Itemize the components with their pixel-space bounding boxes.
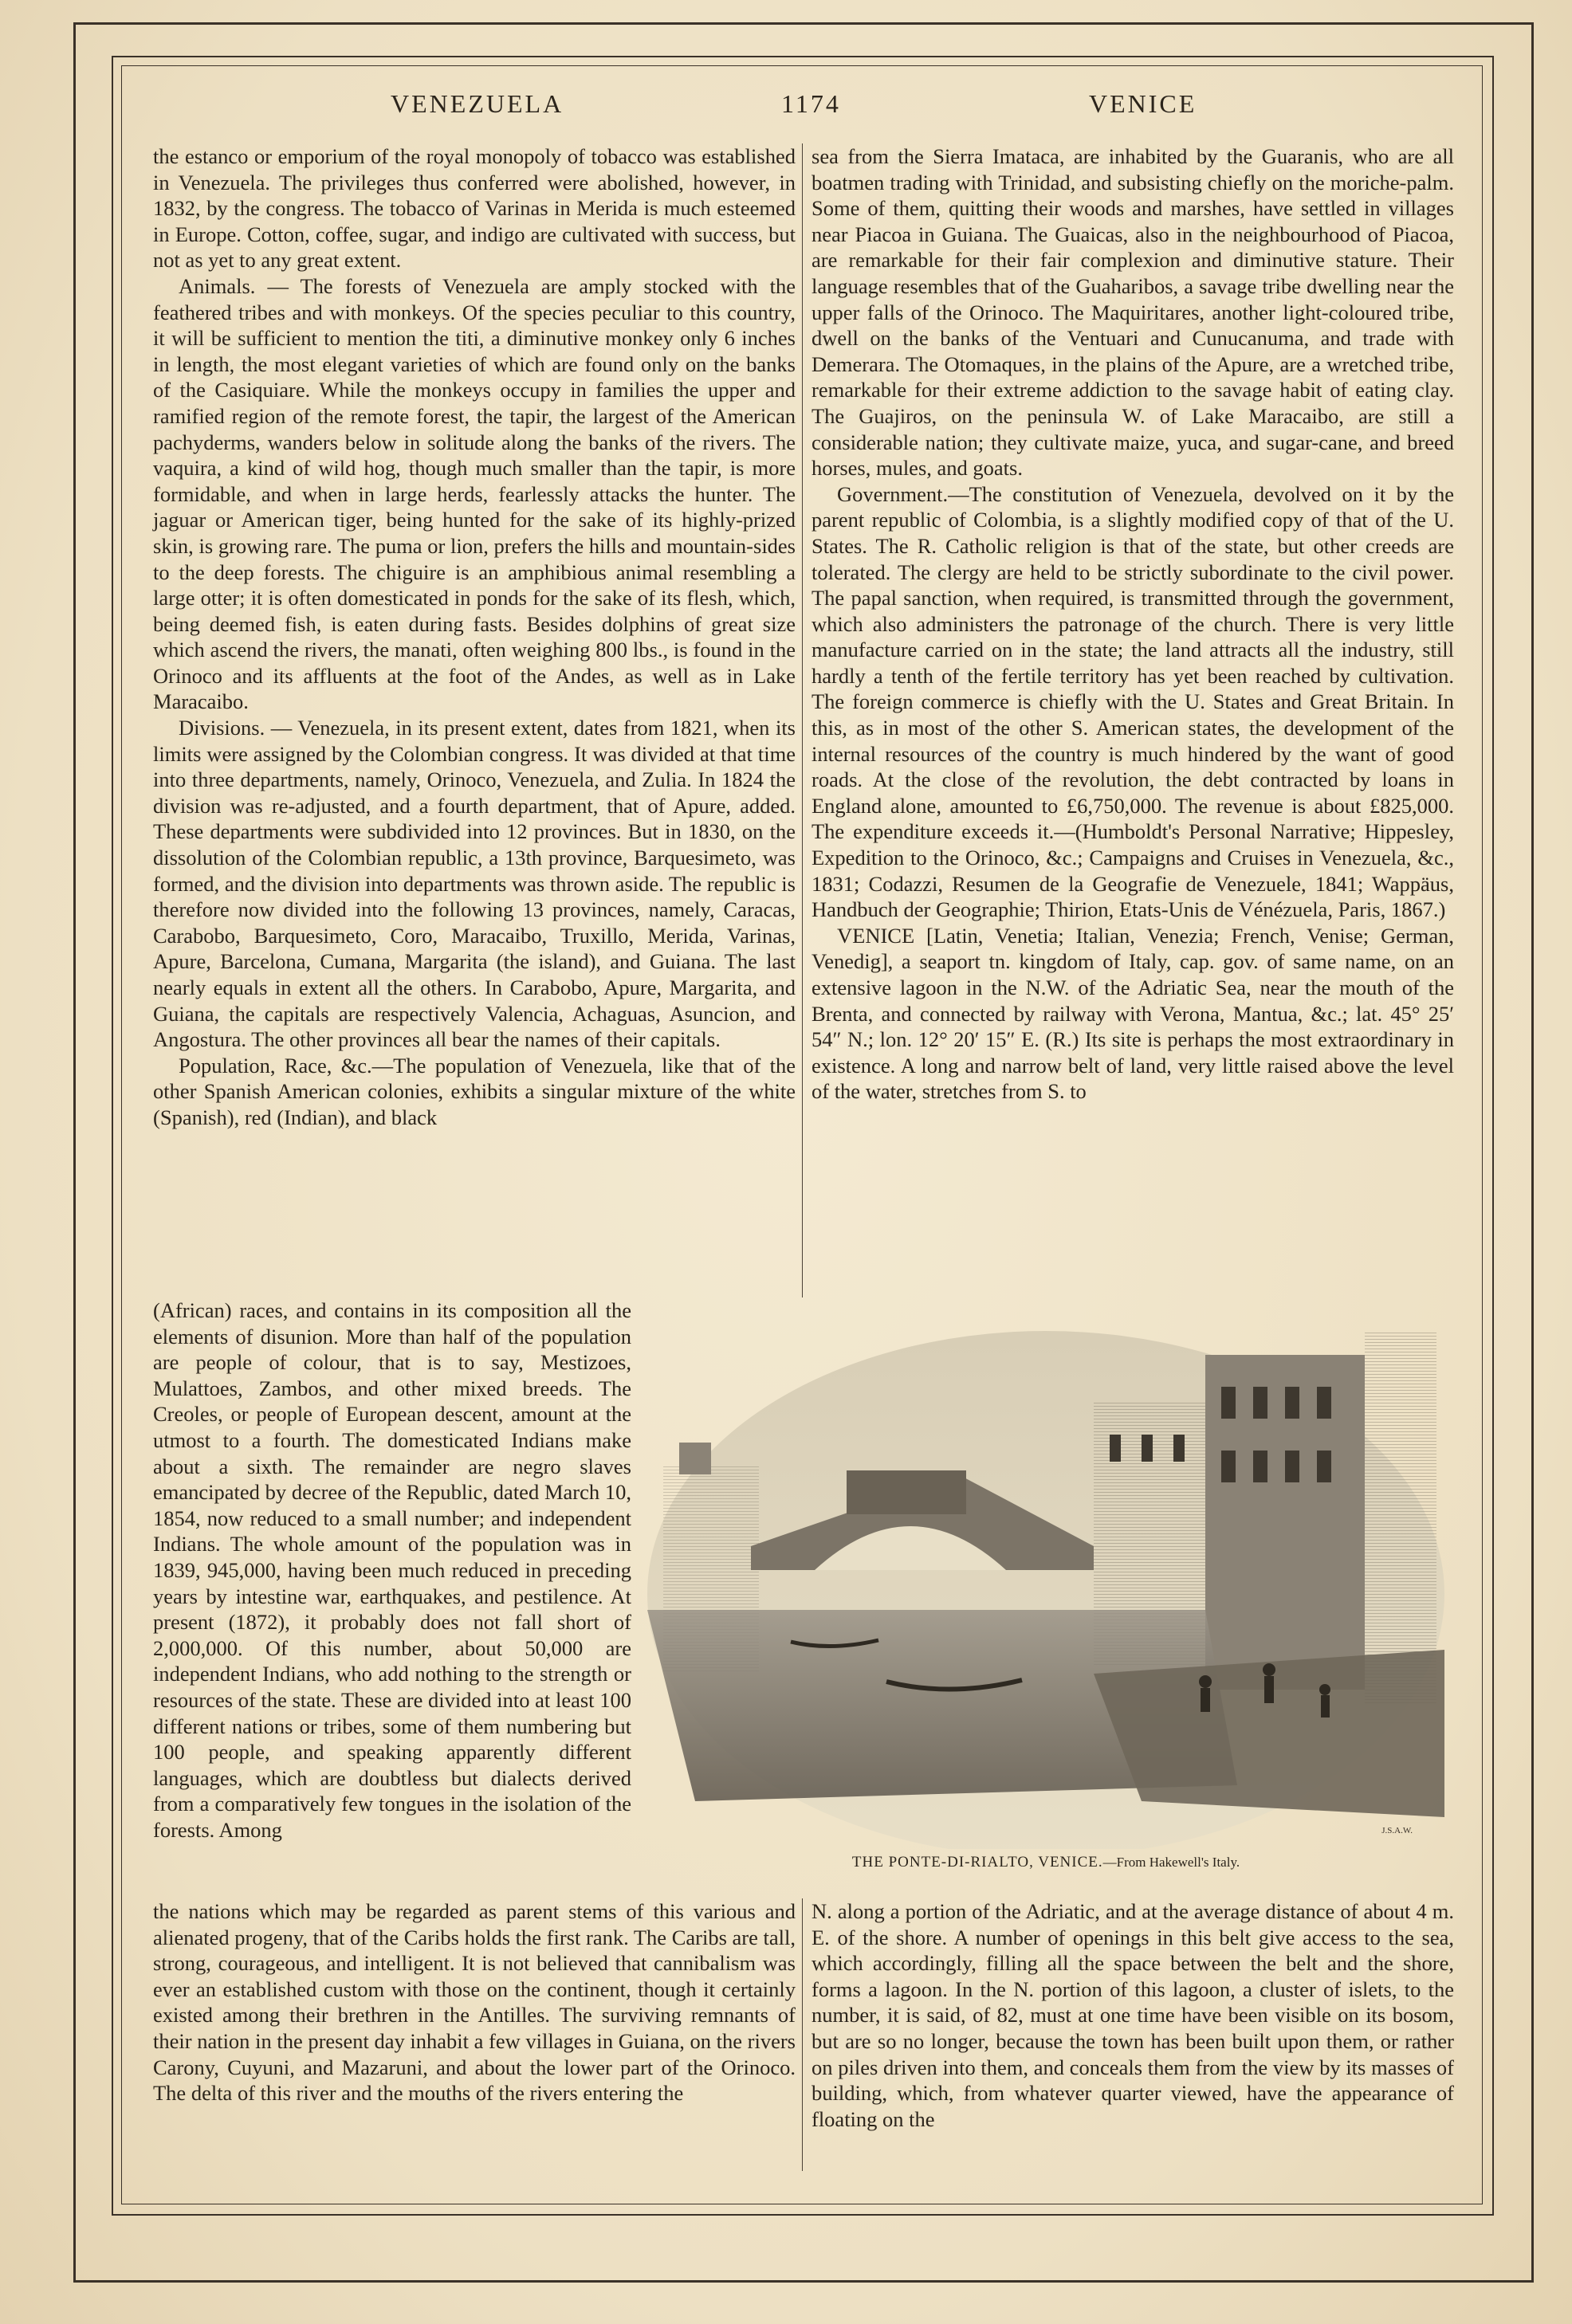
running-head-left: VENEZUELA (391, 89, 564, 118)
figure-caption (647, 1854, 1444, 1871)
right-column-top (812, 143, 1454, 1105)
column-rule-bottom (802, 1898, 803, 2171)
paragraph: (African) races, and contains in its composition all the elements of disunion. More than half of the population are people of colour, that is to say, Mestizoes, Mulattoes, Zambos, and other mixed breeds. The Creoles, or people of European descent, amount at the utmost to a fourth. The domesticated Indians make about a sixth. The remainder are negro slaves emancipated by decree of the Republic, dated March 10, 1854, now reduced to a small number; and independent Indians. The whole amount of the population was in 1839, 945,000, having been much reduced in preceding years by intestine war, earthquakes, and pestilence. At present (1872), it probably does not fall short of 2,000,000. Of this number, about 50,000 are independent Indians, who add nothing to the strength or resources of the state. These are divided into at least 100 different nations or tribes, some of them numbering but 100 people, and speaking apparently different languages, which are doubtless but dialects derived from a comparatively few tongues in the isolation of the forests. Among (153, 1298, 631, 1842)
paragraph: Government.—The constitution of Venezuela, devolved on it by the parent republic of Colombia, is a slightly modified copy of that of the U. States. The R. Catholic religion is that of the state, but other creeds are tolerated. The clergy are held to be strictly subordinate to the civil power. The papal sanction, when required, is transmitted through the government, which also administers the patronage of the church. There is very little manufacture carried on in the state; the land attracts all the industry, still hardly a tenth of the fertile territory has yet been reached by cultivation. The foreign commerce is chiefly with the U. States and Great Britain. In this, as in most of the other S. American states, the development of the internal resources of the country is much hindered by the want of good roads. At the close of the revolution, the debt contracted by loans in England alone, amounted to £6,750,000. The revenue is about £825,000. The expenditure exceeds it.—(Humboldt's Personal Narrative; Hippesley, Expedition to the Orinoco, &c.; Campaigns and Cruises in Venezuela, &c., 1831; Codazzi, Resumen de la Geografie de Venezuele, 1841; Wappäus, Handbuch der Geographie; Thirion, Etats-Unis de Vénézuela, Paris, 1867.) (812, 481, 1454, 922)
caption-source: —From Hakewell's Italy. (1102, 1855, 1240, 1870)
paragraph: Animals. — The forests of Venezuela are amply stocked with the feathered tribes and with monkeys. Of the species peculiar to this country, it will be sufficient to mention the titi, a diminutive monkey only 6 inches in length, the most elegant varieties of which are found only on the banks of the Casiquiare. While the monkeys occupy in families the upper and ramified region of the remote forest, the tapir, the largest of the American pachyderms, wanders below in solitude along the banks of the rivers. The vaquira, a kind of wild hog, though much smaller than the tapir, is more formidable, and when in large herds, fearlessly attacks the hunter. The jaguar or American tiger, being hunted for the sake of its highly-prized skin, is growing rare. The puma or lion, prefers the hills and mountain-sides to the deep forests. The chiguire is an amphibious animal resembling a large otter; it is often domesticated in ponds for the sake of its flesh, which, being deemed fish, is eaten during fasts. Besides dolphins of great size which ascend the rivers, the manati, often weighing 800 lbs., is found in the Orinoco and its affluents at the foot of the Andes, as well as in Lake Maracaibo. (153, 273, 796, 714)
left-column-wrap (153, 1297, 631, 1843)
paragraph: Population, Race, &c.—The population of Venezuela, like that of the other Spanish American colonies, exhibits a singular mixture of the white (Spanish), red (Indian), and black (153, 1053, 796, 1129)
page-number: 1174 (781, 89, 841, 118)
left-column-top (153, 143, 796, 1131)
column-rule-top (802, 143, 803, 1297)
paragraph: N. along a portion of the Adriatic, and at the average distance of about 4 m. E. of the shore. A number of openings in this belt give access to the sea, which accordingly, filling all the space between the belt and the shore, forms a lagoon. In the N. portion of this lagoon, a cluster of islets, to the number, it is said, of 82, must at one time have been visible on its bosom, but are so no longer, because the town has been built upon them, or rather on piles driven into them, and conceals them from the view by its masses of building, which, from whatever quarter viewed, have the appearance of floating on the (812, 1899, 1454, 2131)
paragraph: sea from the Sierra Imataca, are inhabited by the Guaranis, who are all boatmen trading with Trinidad, and subsisting chiefly on the moriche-palm. Some of them, quitting their woods and marshes, have settled in villages near Piacoa in Guiana. The Guaicas, also in the neighbourhood of Piacoa, are remarkable for their fair complexion and diminutive stature. Their language resembles that of the Guaharibos, a savage tribe dwelling near the upper falls of the Orinoco. The Maquiritares, another light-coloured tribe, dwell on the banks of the Ventuari and Cunucanuma, and trade with Demerara. The Otomaques, in the plains of the Apure, are a wretched tribe, remarkable for their extreme addiction to the savage habit of eating clay. The Guajiros, on the peninsula W. of Lake Maracaibo, are still a considerable nation; they cultivate maize, yuca, and sugar-cane, and breed horses, mules, and goats. (812, 144, 1454, 481)
paragraph: the nations which may be regarded as parent stems of this various and alienated progeny, that of the Caribs holds the first rank. The Caribs are tall, strong, courageous, and intelligent. It is not believed that cannibalism was ever an established custom with those on the continent, though it certainly existed among their brethren in the Antilles. The surviving remnants of their nation in the present day inhabit a few villages in Guiana, on the rivers Carony, Cuyuni, and Mazaruni, and about the lower part of the Orinoco. The delta of this river and the mouths of the rivers entering the (153, 1899, 796, 2106)
rialto-bridge-engraving (647, 1307, 1444, 1849)
paragraph: VENICE [Latin, Venetia; Italian, Venezia; French, Venise; German, Venedig], a seaport tn. kingdom of Italy, cap. gov. of same name, on an extensive lagoon in the N.W. of the Adriatic Sea, near the mouth of the Brenta, and connected by railway with Verona, Mantua, &c.; lat. 45° 25′ 54″ N.; lon. 12° 20′ 15″ E. (R.) Its site is perhaps the most extraordinary in existence. A long and narrow belt of land, very little raised above the level of the water, stretches from S. to (812, 923, 1454, 1104)
left-column-bottom (153, 1898, 796, 2106)
paragraph: Divisions. — Venezuela, in its present extent, dates from 1821, when its limits were assigned by the Colombian congress. It was divided at that time into three departments, namely, Orinoco, Venezuela, and Zulia. In 1824 the division was re-adjusted, and a fourth department, that of Apure, added. These departments were subdivided into 12 provinces. But in 1830, on the dissolution of the Colombian republic, a 13th province, Barquesimeto, was formed, and the division into departments was thrown aside. The republic is therefore now divided into the following 13 provinces, namely, Caracas, Carabobo, Barquesimeto, Coro, Maracaibo, Truxillo, Merida, Varinas, Apure, Barcelona, Cumana, Margarita (the island), and Guiana. The last nearly equals in extent all the others. In Carabobo, Apure, Margarita, and Guiana, the capitals are respectively Valencia, Achaguas, Asuncion, and Angostura. The other provinces all bear the names of their capitals. (153, 716, 796, 1052)
paragraph: the estanco or emporium of the royal monopoly of tobacco was established in Venezuela. The privileges thus conferred were abolished, however, in 1832, by the congress. The tobacco of Varinas in Merida is much esteemed in Europe. Cotton, coffee, sugar, and indigo are cultivated with success, but not as yet to any great extent. (153, 144, 796, 273)
engraver-mark: J.S.A.W. (1381, 1826, 1413, 1835)
caption-title: THE PONTE-DI-RIALTO, VENICE. (851, 1854, 1103, 1871)
right-column-bottom (812, 1898, 1454, 2132)
running-head-right: VENICE (1089, 89, 1197, 118)
